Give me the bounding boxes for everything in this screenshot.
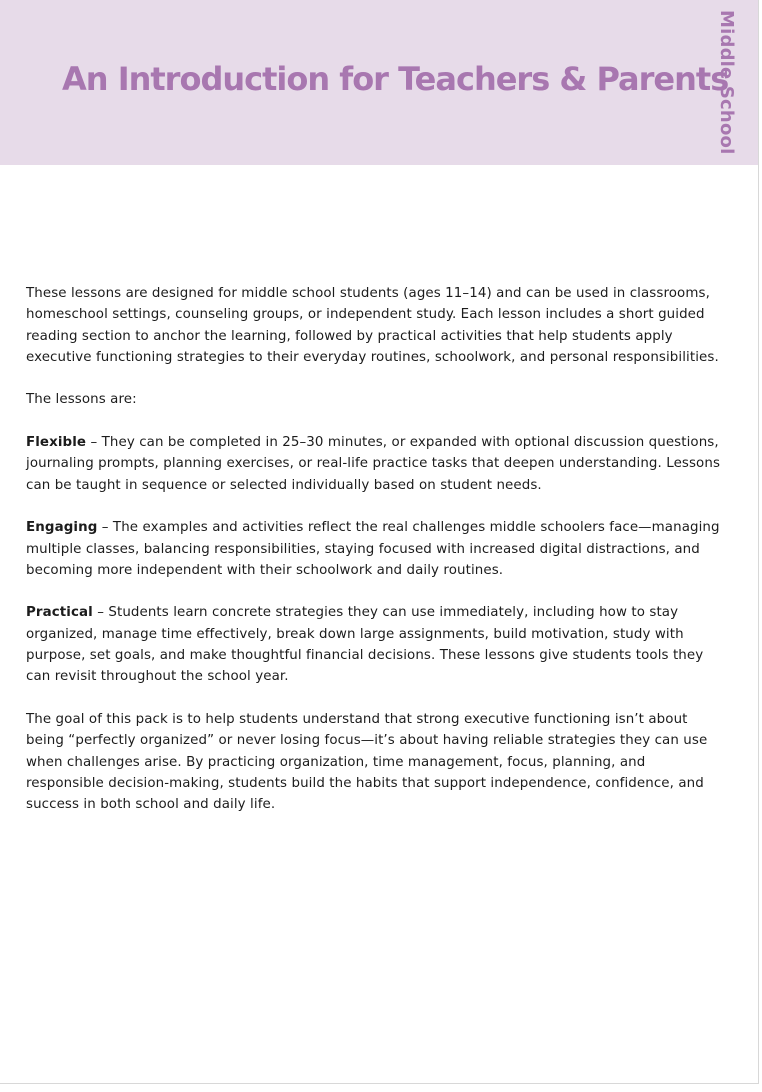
goal-paragraph: The goal of this pack is to help students understand that strong executive functioning isn’t about being “perfectly organized” or never losing focus—it’s about having reliable strategies they can use when challenges arise. By practicing organization, time management, focus, planning, and responsible decision-making, students build the habits that support independence, confidence, and success in both school and daily life.: [26, 711, 708, 813]
flexible-term: Flexible: [26, 435, 87, 451]
engaging-term: Engaging: [26, 520, 98, 536]
page-title: An Introduction for Teachers & Parents: [62, 60, 729, 98]
engaging-paragraph: [26, 517, 726, 581]
engaging-description: – The examples and activities reflect the real challenges middle schoolers face—managing multiple classes, balancing responsibilities, staying focused with increased digital distractions, and becoming more independent with their schoolwork and daily routines.: [26, 520, 720, 578]
practical-paragraph: [26, 602, 726, 687]
document-body: [26, 283, 726, 837]
grade-level-label: Middle School: [716, 10, 737, 155]
flexible-description: – They can be completed in 25–30 minutes, or expanded with optional discussion questions, journaling prompts, planning exercises, or real-life practice tasks that deepen understanding. Lessons can be taught in sequence or selected individually based on student needs.: [26, 435, 721, 493]
header-band: [0, 0, 758, 165]
intro-paragraph: These lessons are designed for middle school students (ages 11–14) and can be used in classrooms, homeschool settings, counseling groups, or independent study. Each lesson includes a short guided reading section to anchor the learning, followed by practical activities that help students apply executive functioning strategies to their everyday routines, schoolwork, and personal responsibilities.: [26, 286, 719, 365]
practical-term: Practical: [26, 605, 93, 621]
flexible-paragraph: [26, 432, 726, 496]
practical-description: – Students learn concrete strategies they can use immediately, including how to stay organized, manage time effectively, break down large assignments, build motivation, study with purpose, set goals, and make thoughtful financial decisions. These lessons give students tools they can revisit throughout the school year.: [26, 605, 704, 685]
lessons-lead: The lessons are:: [26, 392, 137, 408]
